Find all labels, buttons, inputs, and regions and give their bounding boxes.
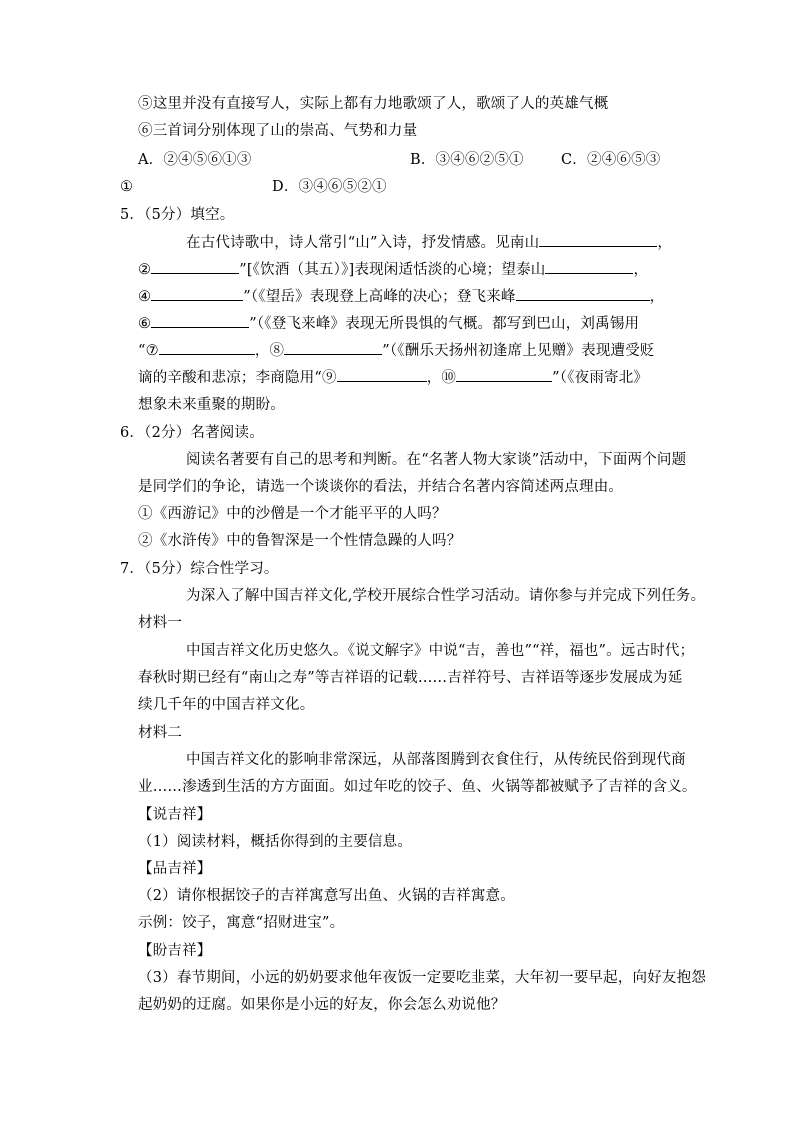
q7-material-2-title: 材料二 <box>138 725 183 741</box>
blank-4[interactable] <box>151 286 243 301</box>
blank-10[interactable] <box>456 367 552 382</box>
q7-section-2-question: （2）请你根据饺子的吉祥寓意写出鱼、火锅的吉祥寓意。 <box>138 888 515 904</box>
q4-item-6: ⑥三首词分别体现了山的崇高、气势和力量 <box>138 123 418 139</box>
q5-line-7: 想象未来重聚的期盼。 <box>138 397 285 413</box>
q5-line-4 <box>138 313 639 334</box>
blank-9[interactable] <box>337 367 427 382</box>
q5-line-1 <box>186 232 672 253</box>
q7-intro: 为深入了解中国吉祥文化,学校开展综合性学习活动。请你参与并完成下列任务。 <box>186 588 706 604</box>
blank-8[interactable] <box>284 340 382 355</box>
q6-line-2: 是同学们的争论，请选一个谈谈你的看法，并结合名著内容简述两点理由。 <box>138 479 624 495</box>
q5-l4-b: ”（《登飞来峰》表现无所畏惧的气概。都写到巴山，刘禹锡用 <box>249 316 640 332</box>
q5-l5-b: ，⑧ <box>254 343 285 359</box>
q6-header: 6．（2分）名著阅读。 <box>120 425 264 441</box>
q7-section-3-line-2: 起奶奶的迂腐。如果你是小远的好友，你会怎么劝说他？ <box>138 997 506 1013</box>
q5-line-6 <box>138 367 648 388</box>
q5-l1-text: 在古代诗歌中，诗人常引“山”入诗，抒发情感。见南山 <box>186 235 540 251</box>
q5-l4-a: ⑥ <box>138 316 152 332</box>
q5-l3-b: ”（《望岳》表现登上高峰的决心；登飞来峰 <box>243 289 516 305</box>
q5-line-5 <box>138 340 655 361</box>
q7-material-1-line-1: 中国吉祥文化历史悠久。《说文解字》中说“吉，善也”“祥，福也”。远古时代； <box>186 643 695 659</box>
q7-material-2-line-2: 业……渗透到生活的方方面面。如过年吃的饺子、鱼、火锅等都被赋予了吉祥的含义。 <box>138 779 697 795</box>
q7-material-1-title: 材料一 <box>138 615 183 631</box>
q7-section-2-example: 示例：饺子，寓意“招财进宝”。 <box>138 915 345 931</box>
q4-option-a-cont: ① <box>120 179 134 195</box>
q5-l3-end: ， <box>649 289 665 305</box>
blank-5[interactable] <box>516 286 650 301</box>
q7-section-1-title: 【说吉祥】 <box>138 807 212 823</box>
blank-2[interactable] <box>151 259 239 274</box>
blank-6[interactable] <box>151 313 249 328</box>
q5-line-2 <box>138 259 648 280</box>
q7-material-2-line-1: 中国吉祥文化的影响非常深远，从部落图腾到衣食住行，从传统民俗到现代商 <box>186 752 686 768</box>
q4-item-5: ⑤这里并没有直接写人，实际上都有力地歌颂了人，歌颂了人的英雄气概 <box>138 96 609 112</box>
q7-header: 7．（5分）综合性学习。 <box>120 561 279 577</box>
q7-material-1-line-2: 春秋时期已经有“南山之寿”等吉祥语的记载……吉祥符号、吉祥语等逐步发展成为延 <box>138 670 683 686</box>
q7-section-2-title: 【品吉祥】 <box>138 861 212 877</box>
q5-l5-c: ”（《酬乐天扬州初逢席上见赠》表现遭受贬 <box>382 343 655 359</box>
q5-l6-c: ”（《夜雨寄北》 <box>552 370 649 386</box>
q7-material-1-line-3: 续几千年的中国吉祥文化。 <box>138 697 315 713</box>
q5-l2-b: ”[《饮酒（其五）》]表现闲适恬淡的心境；望泰山 <box>239 262 546 278</box>
q6-item-1: ①《西游记》中的沙僧是一个才能平平的人吗？ <box>138 506 447 522</box>
q5-l6-b: ，⑩ <box>426 370 457 386</box>
blank-1[interactable] <box>539 232 657 247</box>
blank-7[interactable] <box>159 340 255 355</box>
q5-l2-a: ② <box>138 262 152 278</box>
blank-3[interactable] <box>545 259 633 274</box>
q5-l5-a: “⑦ <box>138 343 159 359</box>
q4-option-d: D．③④⑥⑤②① <box>272 179 387 195</box>
q7-section-3-line-1: （3）春节期间，小远的奶奶要求他年夜饭一定要吃韭菜，大年初一要早起，向好友抱怨 <box>138 970 707 986</box>
q5-l6-a: 谪的辛酸和悲凉；李商隐用“⑨ <box>138 370 337 386</box>
q7-section-3-title: 【盼吉祥】 <box>138 943 212 959</box>
q6-item-2: ②《水浒传》中的鲁智深是一个性情急躁的人吗？ <box>138 533 462 549</box>
q4-option-c: C．②④⑥⑤③ <box>561 152 661 168</box>
q7-section-1-question: （1）阅读材料，概括你得到的主要信息。 <box>138 834 413 850</box>
q6-line-1: 阅读名著要有自己的思考和判断。在“名著人物大家谈”活动中，下面两个问题 <box>186 452 687 468</box>
q5-l3-a: ④ <box>138 289 152 305</box>
q4-option-b: B．③④⑥②⑤① <box>410 152 524 168</box>
q4-option-a: A．②④⑤⑥①③ <box>138 152 252 168</box>
q5-l2-end: ， <box>633 262 649 278</box>
q5-header: 5．（5分）填空。 <box>120 207 235 223</box>
q5-l1-end: ， <box>657 235 673 251</box>
q5-line-3 <box>138 286 664 307</box>
